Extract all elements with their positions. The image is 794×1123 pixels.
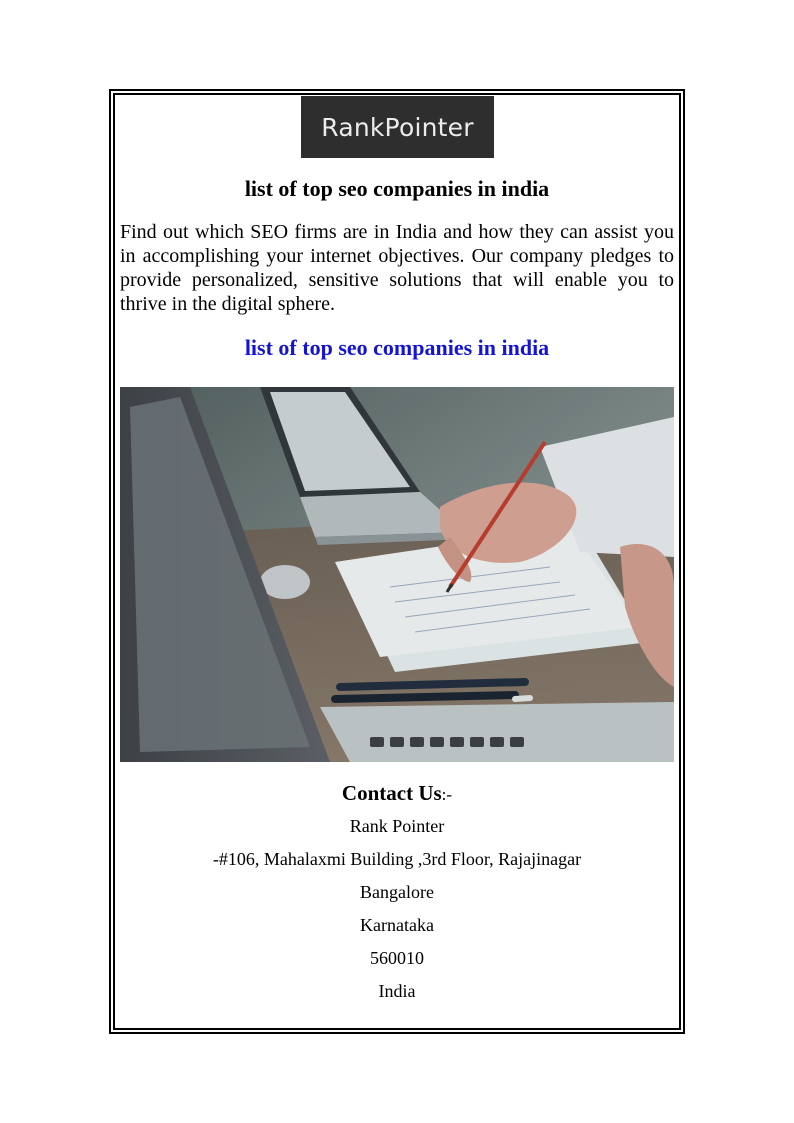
street-address: -#106, Mahalaxmi Building ,3rd Floor, Rajajinagar (212, 849, 582, 869)
contact-section (120, 780, 674, 1013)
company-name: Rank Pointer (349, 816, 445, 836)
logo-text: RankPointer (321, 112, 474, 142)
page-title: list of top seo companies in india (244, 176, 550, 201)
office-desk-photo (120, 387, 674, 762)
companies-link[interactable]: list of top seo companies in india (244, 335, 550, 360)
contact-heading (120, 780, 674, 808)
rankpointer-logo (301, 96, 494, 158)
state: Karnataka (360, 915, 434, 935)
country: India (378, 981, 416, 1001)
postcode: 560010 (370, 948, 424, 968)
contact-heading-suffix: :- (441, 785, 453, 804)
intro-paragraph: Find out which SEO firms are in India and how they can assist you in accomplishing your internet objectives. Our company pledges to provide personalized, sensitive solutions that will enable you to thrive in the digital sphere. (120, 221, 674, 315)
city: Bangalore (360, 882, 434, 902)
contact-heading-label: Contact Us (341, 781, 442, 805)
